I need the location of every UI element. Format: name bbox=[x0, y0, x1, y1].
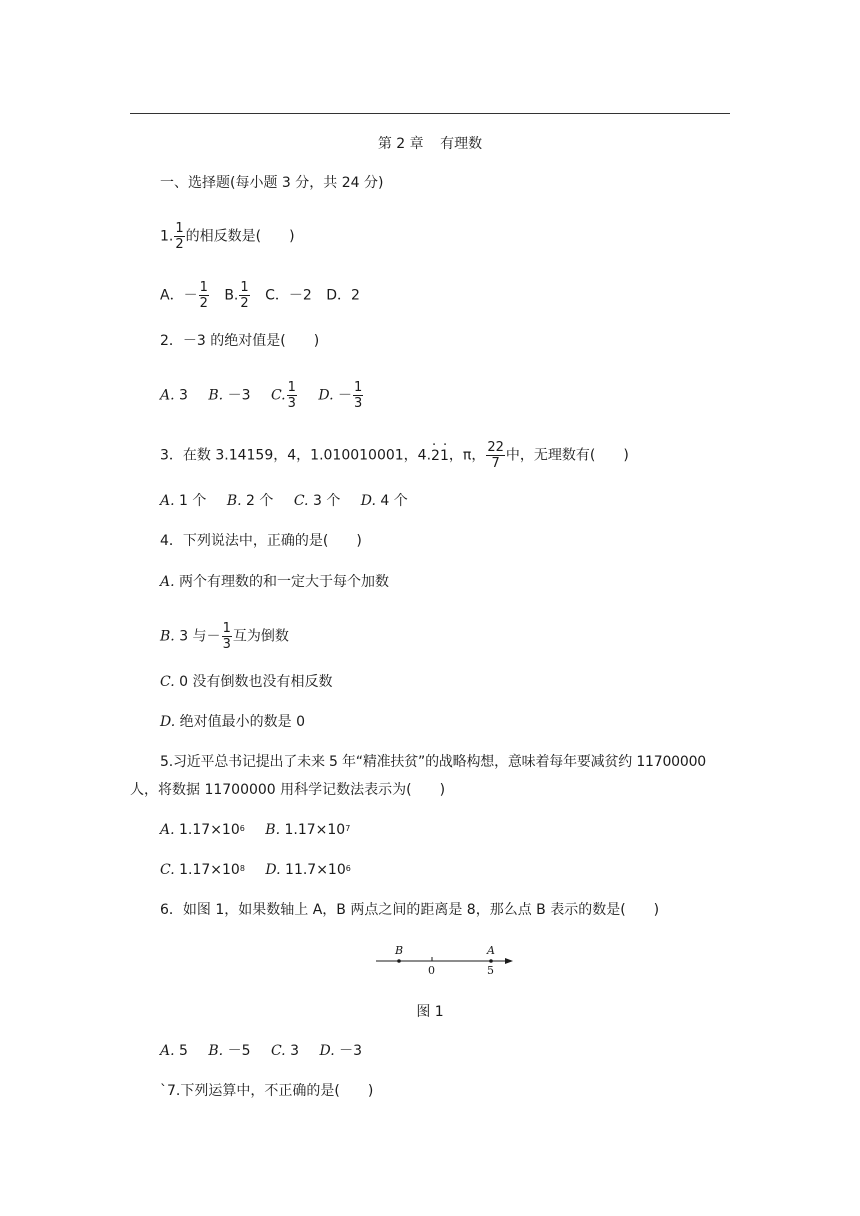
option-a-label: A. bbox=[160, 387, 175, 404]
question-6-options: A. 5 B. －5 C. 3 D. －3 bbox=[160, 1043, 363, 1059]
question-2-options: A. 3 B. －3 C. $\frac{1}{3}$ D. － $\frac{1}{3}$ bbox=[160, 380, 363, 411]
question-1-options: A．－ $\frac{1}{2}$ B. $\frac{1}{2}$ C．－2 D．2 bbox=[160, 280, 360, 311]
question-4-option-d: D. 绝对值最小的数是 0 bbox=[160, 714, 305, 730]
point-b bbox=[397, 959, 401, 963]
chapter-title bbox=[0, 133, 860, 153]
question-1 bbox=[160, 221, 295, 252]
question-4-option-b: B. 3 与－ $\frac{1}{3}$ 互为倒数 bbox=[160, 621, 289, 652]
question-3: 3．在数 3.14159，4，1.010010001，4.. 2. 1，π， $\frac{22}{7}$ 中，无理数有( ) bbox=[160, 440, 629, 471]
fraction: $\frac{1}{2}$ bbox=[175, 221, 184, 252]
option-c: C．－2 bbox=[265, 287, 312, 304]
figure-caption: 图 1 bbox=[416, 1004, 444, 1020]
repeating-digit: . 2 bbox=[431, 446, 440, 466]
question-3-options: A. 1 个 B. 2 个 C. 3 个 D. 4 个 bbox=[160, 493, 408, 509]
question-5-options-cd: C. $1.17\times 10^8$ D. $11.7\times 10^6$ bbox=[160, 862, 351, 878]
point-a bbox=[489, 959, 493, 963]
fraction: $\frac{1}{3}$ bbox=[222, 621, 231, 652]
question-7: `7.下列运算中，不正确的是( ) bbox=[160, 1083, 374, 1099]
tick-label-0: 0 bbox=[428, 964, 435, 977]
question-4-option-a: A. 两个有理数的和一定大于每个加数 bbox=[160, 574, 390, 590]
option-b-label: B. bbox=[208, 387, 224, 404]
question-1-text: 的相反数是( ) bbox=[185, 228, 295, 245]
label-a: A bbox=[487, 944, 495, 957]
question-5-line-1: 5.习近平总书记提出了未来 5 年“精准扶贫”的战略构想，意味着每年要减贫约 11700000 bbox=[160, 754, 706, 770]
tick-label-5: 5 bbox=[487, 964, 494, 977]
fraction: $\frac{1}{3}$ bbox=[287, 380, 296, 411]
repeating-digit: . 1 bbox=[440, 446, 449, 466]
chapter-name: 有理数 bbox=[440, 136, 483, 152]
fraction: $\frac{22}{7}$ bbox=[487, 440, 504, 471]
question-5-line-2: 人，将数据 11700000 用科学记数法表示为( ) bbox=[130, 782, 446, 798]
number-line-figure bbox=[370, 940, 520, 980]
fraction: $\frac{1}{2}$ bbox=[240, 280, 249, 311]
option-c-label: C. bbox=[270, 387, 286, 404]
option-d-label: D. bbox=[318, 387, 334, 404]
question-2: 2．－3 的绝对值是( ) bbox=[160, 333, 320, 349]
chapter-number: 第 2 章 bbox=[377, 136, 424, 152]
fraction: $\frac{1}{3}$ bbox=[354, 380, 363, 411]
header-rule bbox=[130, 113, 730, 114]
question-4-option-c: C. 0 没有倒数也没有相反数 bbox=[160, 674, 333, 690]
question-6: 6．如图 1，如果数轴上 A，B 两点之间的距离是 8，那么点 B 表示的数是( ) bbox=[160, 902, 660, 918]
question-1-number: 1. bbox=[160, 228, 174, 245]
option-a: A． bbox=[160, 287, 184, 304]
question-5-options-ab: A. $1.17\times 10^6$ B. $1.17\times 10^7$ bbox=[160, 822, 351, 838]
fraction: $\frac{1}{2}$ bbox=[199, 280, 208, 311]
question-4: 4．下列说法中，正确的是( ) bbox=[160, 533, 362, 549]
label-b: B bbox=[395, 944, 404, 957]
option-d: D．2 bbox=[326, 287, 360, 304]
section-heading: 一、选择题(每小题 3 分，共 24 分) bbox=[160, 175, 384, 191]
option-b: B. bbox=[224, 287, 239, 304]
